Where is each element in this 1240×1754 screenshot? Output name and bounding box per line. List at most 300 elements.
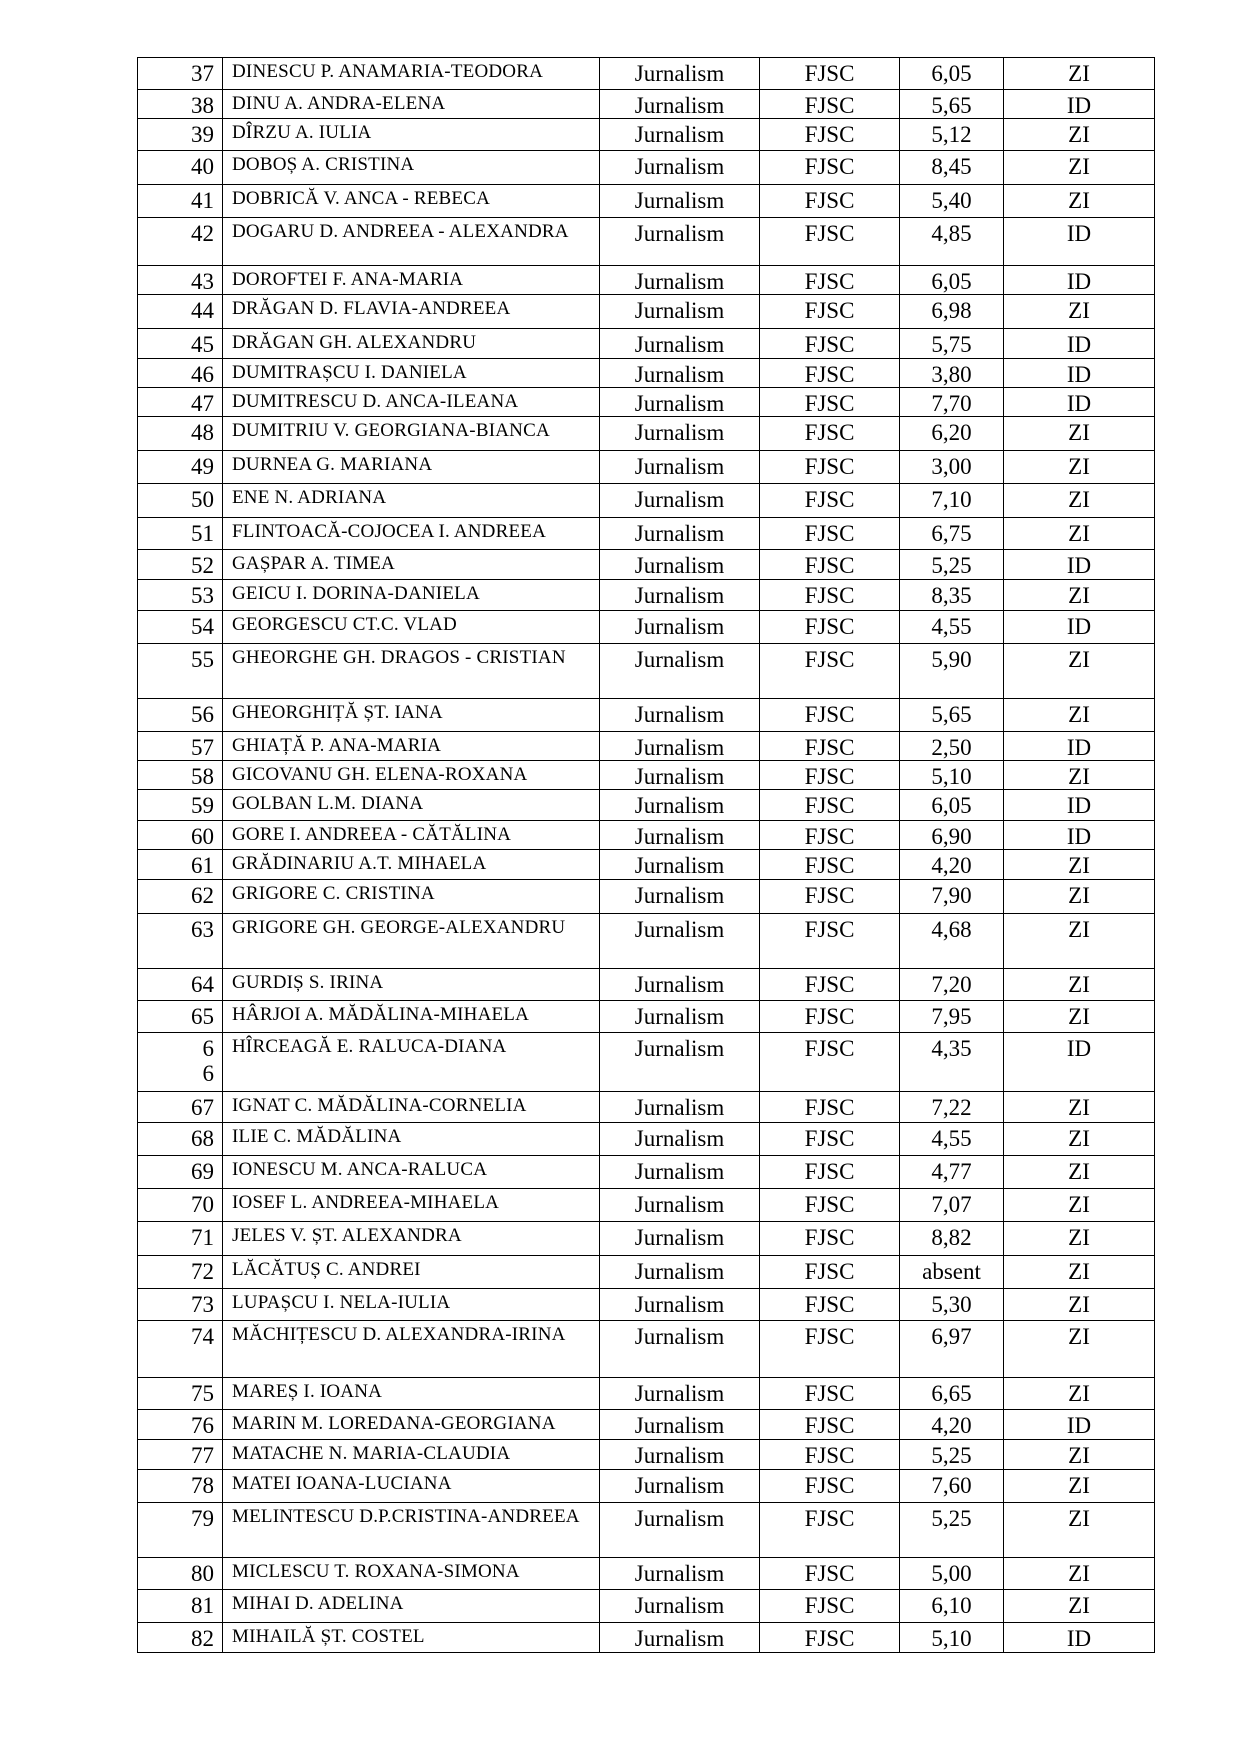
table-row [138, 417, 1155, 451]
student-name-cell: GOLBAN L.M. DIANA [223, 790, 600, 821]
faculty-cell: FJSC [760, 1189, 900, 1222]
faculty-cell: FJSC [760, 329, 900, 359]
study-form-cell: ZI [1004, 880, 1155, 914]
grade-cell: 6,20 [900, 417, 1004, 451]
study-form-cell: ZI [1004, 1378, 1155, 1410]
row-number-cell: 50 [138, 484, 223, 518]
faculty-cell: FJSC [760, 850, 900, 880]
study-form-cell: ID [1004, 1033, 1155, 1092]
study-form-cell: ZI [1004, 417, 1155, 451]
faculty-cell: FJSC [760, 611, 900, 644]
grade-cell: 2,50 [900, 732, 1004, 761]
specialization-cell: Jurnalism [600, 451, 760, 484]
results-table [137, 57, 1155, 1653]
specialization-cell: Jurnalism [600, 1256, 760, 1289]
row-number-cell: 67 [138, 1092, 223, 1123]
grade-cell: 7,60 [900, 1470, 1004, 1503]
study-form-cell: ZI [1004, 1289, 1155, 1321]
table-row [138, 1321, 1155, 1378]
faculty-cell: FJSC [760, 580, 900, 611]
row-number-cell: 77 [138, 1440, 223, 1470]
faculty-cell: FJSC [760, 295, 900, 329]
table-row [138, 821, 1155, 850]
specialization-cell: Jurnalism [600, 266, 760, 295]
specialization-cell: Jurnalism [600, 90, 760, 119]
student-name-cell: GHIAȚĂ P. ANA-MARIA [223, 732, 600, 761]
specialization-cell: Jurnalism [600, 969, 760, 1001]
study-form-cell: ID [1004, 611, 1155, 644]
study-form-cell: ZI [1004, 1189, 1155, 1222]
student-name-cell: GURDIȘ S. IRINA [223, 969, 600, 1001]
specialization-cell: Jurnalism [600, 388, 760, 417]
faculty-cell: FJSC [760, 699, 900, 732]
row-number-cell: 40 [138, 151, 223, 185]
faculty-cell: FJSC [760, 90, 900, 119]
specialization-cell: Jurnalism [600, 518, 760, 550]
faculty-cell: FJSC [760, 1092, 900, 1123]
grade-cell: 7,20 [900, 969, 1004, 1001]
student-name-cell: MIHAI D. ADELINA [223, 1590, 600, 1623]
study-form-cell: ZI [1004, 58, 1155, 90]
table-row [138, 1156, 1155, 1189]
student-name-cell: DOROFTEI F. ANA-MARIA [223, 266, 600, 295]
student-name-cell: DRĂGAN D. FLAVIA-ANDREEA [223, 295, 600, 329]
table-row [138, 1558, 1155, 1590]
specialization-cell: Jurnalism [600, 550, 760, 580]
table-row [138, 151, 1155, 185]
student-name-cell: GRĂDINARIU A.T. MIHAELA [223, 850, 600, 880]
specialization-cell: Jurnalism [600, 484, 760, 518]
row-number-cell: 46 [138, 359, 223, 388]
study-form-cell: ZI [1004, 1558, 1155, 1590]
specialization-cell: Jurnalism [600, 1378, 760, 1410]
table-row [138, 329, 1155, 359]
study-form-cell: ZI [1004, 699, 1155, 732]
faculty-cell: FJSC [760, 119, 900, 151]
grade-cell: 6,97 [900, 1321, 1004, 1378]
student-name-cell: MELINTESCU D.P.CRISTINA-ANDREEA [223, 1503, 600, 1558]
grade-cell: 4,20 [900, 850, 1004, 880]
student-name-cell: DUMITRAȘCU I. DANIELA [223, 359, 600, 388]
faculty-cell: FJSC [760, 821, 900, 850]
table-row [138, 359, 1155, 388]
grade-cell: 5,00 [900, 1558, 1004, 1590]
table-row [138, 484, 1155, 518]
grade-cell: 7,90 [900, 880, 1004, 914]
faculty-cell: FJSC [760, 1558, 900, 1590]
student-name-cell: MATACHE N. MARIA-CLAUDIA [223, 1440, 600, 1470]
study-form-cell: ID [1004, 329, 1155, 359]
study-form-cell: ZI [1004, 119, 1155, 151]
grade-cell: 5,65 [900, 699, 1004, 732]
faculty-cell: FJSC [760, 550, 900, 580]
faculty-cell: FJSC [760, 1410, 900, 1440]
study-form-cell: ZI [1004, 914, 1155, 969]
table-row [138, 1440, 1155, 1470]
study-form-cell: ZI [1004, 1256, 1155, 1289]
table-body [138, 58, 1155, 1653]
grade-cell: 6,75 [900, 518, 1004, 550]
grade-cell: 5,10 [900, 761, 1004, 790]
student-name-cell: GHEORGHIȚĂ ȘT. IANA [223, 699, 600, 732]
specialization-cell: Jurnalism [600, 761, 760, 790]
row-number-cell: 59 [138, 790, 223, 821]
row-number-cell: 76 [138, 1410, 223, 1440]
faculty-cell: FJSC [760, 484, 900, 518]
specialization-cell: Jurnalism [600, 611, 760, 644]
study-form-cell: ZI [1004, 969, 1155, 1001]
row-number-cell: 51 [138, 518, 223, 550]
table-row [138, 550, 1155, 580]
table-row [138, 218, 1155, 266]
grade-cell: 6,10 [900, 1590, 1004, 1623]
study-form-cell: ZI [1004, 1440, 1155, 1470]
faculty-cell: FJSC [760, 914, 900, 969]
faculty-cell: FJSC [760, 388, 900, 417]
table-row [138, 1222, 1155, 1256]
study-form-cell: ZI [1004, 484, 1155, 518]
grade-cell: 3,80 [900, 359, 1004, 388]
table-row [138, 611, 1155, 644]
specialization-cell: Jurnalism [600, 1092, 760, 1123]
specialization-cell: Jurnalism [600, 359, 760, 388]
row-number-cell: 55 [138, 644, 223, 699]
specialization-cell: Jurnalism [600, 821, 760, 850]
grade-cell: 4,55 [900, 1123, 1004, 1156]
row-number-cell: 70 [138, 1189, 223, 1222]
faculty-cell: FJSC [760, 266, 900, 295]
row-number-cell: 52 [138, 550, 223, 580]
student-name-cell: IOSEF L. ANDREEA-MIHAELA [223, 1189, 600, 1222]
specialization-cell: Jurnalism [600, 1503, 760, 1558]
specialization-cell: Jurnalism [600, 699, 760, 732]
table-row [138, 1410, 1155, 1440]
study-form-cell: ZI [1004, 451, 1155, 484]
faculty-cell: FJSC [760, 218, 900, 266]
grade-cell: 5,30 [900, 1289, 1004, 1321]
student-name-cell: MIHAILĂ ȘT. COSTEL [223, 1623, 600, 1653]
specialization-cell: Jurnalism [600, 1189, 760, 1222]
student-name-cell: LUPAȘCU I. NELA-IULIA [223, 1289, 600, 1321]
grade-cell: 4,20 [900, 1410, 1004, 1440]
study-form-cell: ZI [1004, 1156, 1155, 1189]
row-number-cell: 72 [138, 1256, 223, 1289]
specialization-cell: Jurnalism [600, 790, 760, 821]
grade-cell: 5,12 [900, 119, 1004, 151]
row-number-cell: 62 [138, 880, 223, 914]
grade-cell: 4,68 [900, 914, 1004, 969]
row-number-cell: 81 [138, 1590, 223, 1623]
row-number-cell: 56 [138, 699, 223, 732]
grade-cell: 5,65 [900, 90, 1004, 119]
study-form-cell: ZI [1004, 850, 1155, 880]
row-number-cell: 75 [138, 1378, 223, 1410]
study-form-cell: ID [1004, 218, 1155, 266]
faculty-cell: FJSC [760, 1289, 900, 1321]
row-number-cell: 47 [138, 388, 223, 417]
table-row [138, 761, 1155, 790]
student-name-cell: GRIGORE GH. GEORGE-ALEXANDRU [223, 914, 600, 969]
specialization-cell: Jurnalism [600, 1289, 760, 1321]
faculty-cell: FJSC [760, 880, 900, 914]
student-name-cell: MAREȘ I. IOANA [223, 1378, 600, 1410]
row-number-cell: 39 [138, 119, 223, 151]
student-name-cell: GICOVANU GH. ELENA-ROXANA [223, 761, 600, 790]
faculty-cell: FJSC [760, 417, 900, 451]
faculty-cell: FJSC [760, 1623, 900, 1653]
grade-cell: 5,25 [900, 1440, 1004, 1470]
student-name-cell: GRIGORE C. CRISTINA [223, 880, 600, 914]
student-name-cell: HÎRCEAGĂ E. RALUCA-DIANA [223, 1033, 600, 1092]
faculty-cell: FJSC [760, 1440, 900, 1470]
row-number-cell: 37 [138, 58, 223, 90]
specialization-cell: Jurnalism [600, 914, 760, 969]
student-name-cell: IONESCU M. ANCA-RALUCA [223, 1156, 600, 1189]
faculty-cell: FJSC [760, 451, 900, 484]
grade-cell: absent [900, 1256, 1004, 1289]
grade-cell: 5,90 [900, 644, 1004, 699]
student-name-cell: GEORGESCU CT.C. VLAD [223, 611, 600, 644]
row-number-cell: 49 [138, 451, 223, 484]
table-row [138, 850, 1155, 880]
study-form-cell: ZI [1004, 1503, 1155, 1558]
table-row [138, 451, 1155, 484]
grade-cell: 5,25 [900, 1503, 1004, 1558]
table-row [138, 266, 1155, 295]
student-name-cell: DOGARU D. ANDREEA - ALEXANDRA [223, 218, 600, 266]
table-row [138, 1033, 1155, 1092]
row-number-cell: 6 6 [138, 1033, 223, 1092]
table-row [138, 388, 1155, 417]
row-number-cell: 54 [138, 611, 223, 644]
student-name-cell: ENE N. ADRIANA [223, 484, 600, 518]
row-number-cell: 73 [138, 1289, 223, 1321]
faculty-cell: FJSC [760, 1123, 900, 1156]
study-form-cell: ZI [1004, 1092, 1155, 1123]
student-name-cell: GEICU I. DORINA-DANIELA [223, 580, 600, 611]
row-number-cell: 79 [138, 1503, 223, 1558]
table-row [138, 1001, 1155, 1033]
faculty-cell: FJSC [760, 1256, 900, 1289]
grade-cell: 3,00 [900, 451, 1004, 484]
study-form-cell: ID [1004, 266, 1155, 295]
student-name-cell: FLINTOACĂ-COJOCEA I. ANDREEA [223, 518, 600, 550]
study-form-cell: ZI [1004, 580, 1155, 611]
faculty-cell: FJSC [760, 790, 900, 821]
table-row [138, 295, 1155, 329]
specialization-cell: Jurnalism [600, 1410, 760, 1440]
student-name-cell: DRĂGAN GH. ALEXANDRU [223, 329, 600, 359]
row-number-cell: 69 [138, 1156, 223, 1189]
table-row [138, 58, 1155, 90]
grade-cell: 8,45 [900, 151, 1004, 185]
row-number-cell: 43 [138, 266, 223, 295]
grade-cell: 5,75 [900, 329, 1004, 359]
faculty-cell: FJSC [760, 761, 900, 790]
student-name-cell: MATEI IOANA-LUCIANA [223, 1470, 600, 1503]
row-number-cell: 60 [138, 821, 223, 850]
table-row [138, 914, 1155, 969]
study-form-cell: ZI [1004, 1590, 1155, 1623]
student-name-cell: HÂRJOI A. MĂDĂLINA-MIHAELA [223, 1001, 600, 1033]
specialization-cell: Jurnalism [600, 644, 760, 699]
grade-cell: 8,35 [900, 580, 1004, 611]
table-row [138, 1189, 1155, 1222]
student-name-cell: DINU A. ANDRA-ELENA [223, 90, 600, 119]
faculty-cell: FJSC [760, 185, 900, 218]
row-number-cell: 74 [138, 1321, 223, 1378]
row-number-cell: 57 [138, 732, 223, 761]
study-form-cell: ID [1004, 90, 1155, 119]
study-form-cell: ZI [1004, 518, 1155, 550]
faculty-cell: FJSC [760, 1001, 900, 1033]
specialization-cell: Jurnalism [600, 218, 760, 266]
faculty-cell: FJSC [760, 1503, 900, 1558]
student-name-cell: ILIE C. MĂDĂLINA [223, 1123, 600, 1156]
faculty-cell: FJSC [760, 518, 900, 550]
student-name-cell: LĂCĂTUȘ C. ANDREI [223, 1256, 600, 1289]
study-form-cell: ID [1004, 732, 1155, 761]
row-number-cell: 58 [138, 761, 223, 790]
table-row [138, 580, 1155, 611]
table-row [138, 518, 1155, 550]
faculty-cell: FJSC [760, 1321, 900, 1378]
grade-cell: 7,95 [900, 1001, 1004, 1033]
table-row [138, 1289, 1155, 1321]
table-row [138, 1378, 1155, 1410]
grade-cell: 4,85 [900, 218, 1004, 266]
student-name-cell: JELES V. ȘT. ALEXANDRA [223, 1222, 600, 1256]
study-form-cell: ZI [1004, 1321, 1155, 1378]
specialization-cell: Jurnalism [600, 58, 760, 90]
study-form-cell: ID [1004, 821, 1155, 850]
table-row [138, 1123, 1155, 1156]
table-row [138, 1590, 1155, 1623]
grade-cell: 6,90 [900, 821, 1004, 850]
study-form-cell: ID [1004, 790, 1155, 821]
faculty-cell: FJSC [760, 359, 900, 388]
row-number-cell: 63 [138, 914, 223, 969]
study-form-cell: ZI [1004, 185, 1155, 218]
specialization-cell: Jurnalism [600, 880, 760, 914]
specialization-cell: Jurnalism [600, 329, 760, 359]
grade-cell: 5,40 [900, 185, 1004, 218]
study-form-cell: ZI [1004, 761, 1155, 790]
study-form-cell: ID [1004, 550, 1155, 580]
student-name-cell: DOBOȘ A. CRISTINA [223, 151, 600, 185]
row-number-cell: 65 [138, 1001, 223, 1033]
row-number-cell: 44 [138, 295, 223, 329]
specialization-cell: Jurnalism [600, 1123, 760, 1156]
specialization-cell: Jurnalism [600, 1001, 760, 1033]
faculty-cell: FJSC [760, 1378, 900, 1410]
row-number-cell: 38 [138, 90, 223, 119]
row-number-cell: 53 [138, 580, 223, 611]
grade-cell: 5,25 [900, 550, 1004, 580]
faculty-cell: FJSC [760, 644, 900, 699]
specialization-cell: Jurnalism [600, 1440, 760, 1470]
student-name-cell: MĂCHIȚESCU D. ALEXANDRA-IRINA [223, 1321, 600, 1378]
specialization-cell: Jurnalism [600, 1321, 760, 1378]
faculty-cell: FJSC [760, 58, 900, 90]
grade-cell: 4,77 [900, 1156, 1004, 1189]
specialization-cell: Jurnalism [600, 1033, 760, 1092]
grade-cell: 6,05 [900, 58, 1004, 90]
specialization-cell: Jurnalism [600, 119, 760, 151]
table-row [138, 790, 1155, 821]
grade-cell: 7,10 [900, 484, 1004, 518]
specialization-cell: Jurnalism [600, 1222, 760, 1256]
row-number-cell: 48 [138, 417, 223, 451]
specialization-cell: Jurnalism [600, 1623, 760, 1653]
row-number-cell: 64 [138, 969, 223, 1001]
table-row [138, 90, 1155, 119]
table-row [138, 185, 1155, 218]
row-number-cell: 80 [138, 1558, 223, 1590]
table-row [138, 1092, 1155, 1123]
faculty-cell: FJSC [760, 1590, 900, 1623]
table-row [138, 1256, 1155, 1289]
grade-cell: 8,82 [900, 1222, 1004, 1256]
study-form-cell: ZI [1004, 151, 1155, 185]
table-row [138, 1470, 1155, 1503]
row-number-cell: 41 [138, 185, 223, 218]
row-number-cell: 42 [138, 218, 223, 266]
grade-cell: 6,05 [900, 790, 1004, 821]
student-name-cell: DUMITRIU V. GEORGIANA-BIANCA [223, 417, 600, 451]
faculty-cell: FJSC [760, 1222, 900, 1256]
study-form-cell: ZI [1004, 295, 1155, 329]
row-number-cell: 68 [138, 1123, 223, 1156]
specialization-cell: Jurnalism [600, 185, 760, 218]
grade-cell: 6,65 [900, 1378, 1004, 1410]
study-form-cell: ZI [1004, 1222, 1155, 1256]
student-name-cell: MARIN M. LOREDANA-GEORGIANA [223, 1410, 600, 1440]
grade-cell: 4,55 [900, 611, 1004, 644]
study-form-cell: ID [1004, 1410, 1155, 1440]
study-form-cell: ZI [1004, 644, 1155, 699]
grade-cell: 5,10 [900, 1623, 1004, 1653]
specialization-cell: Jurnalism [600, 732, 760, 761]
student-name-cell: IGNAT C. MĂDĂLINA-CORNELIA [223, 1092, 600, 1123]
table-row [138, 1503, 1155, 1558]
grade-cell: 6,05 [900, 266, 1004, 295]
study-form-cell: ZI [1004, 1470, 1155, 1503]
specialization-cell: Jurnalism [600, 580, 760, 611]
grade-cell: 4,35 [900, 1033, 1004, 1092]
row-number-cell: 71 [138, 1222, 223, 1256]
study-form-cell: ZI [1004, 1001, 1155, 1033]
table-row [138, 732, 1155, 761]
table-row [138, 1623, 1155, 1653]
student-name-cell: MICLESCU T. ROXANA-SIMONA [223, 1558, 600, 1590]
student-name-cell: GHEORGHE GH. DRAGOS - CRISTIAN [223, 644, 600, 699]
grade-cell: 7,07 [900, 1189, 1004, 1222]
student-name-cell: DURNEA G. MARIANA [223, 451, 600, 484]
faculty-cell: FJSC [760, 1470, 900, 1503]
specialization-cell: Jurnalism [600, 1156, 760, 1189]
faculty-cell: FJSC [760, 1156, 900, 1189]
table-row [138, 969, 1155, 1001]
student-name-cell: GORE I. ANDREEA - CĂTĂLINA [223, 821, 600, 850]
table-row [138, 699, 1155, 732]
faculty-cell: FJSC [760, 1033, 900, 1092]
study-form-cell: ID [1004, 388, 1155, 417]
row-number-cell: 45 [138, 329, 223, 359]
student-name-cell: DÎRZU A. IULIA [223, 119, 600, 151]
study-form-cell: ID [1004, 359, 1155, 388]
student-name-cell: GAȘPAR A. TIMEA [223, 550, 600, 580]
